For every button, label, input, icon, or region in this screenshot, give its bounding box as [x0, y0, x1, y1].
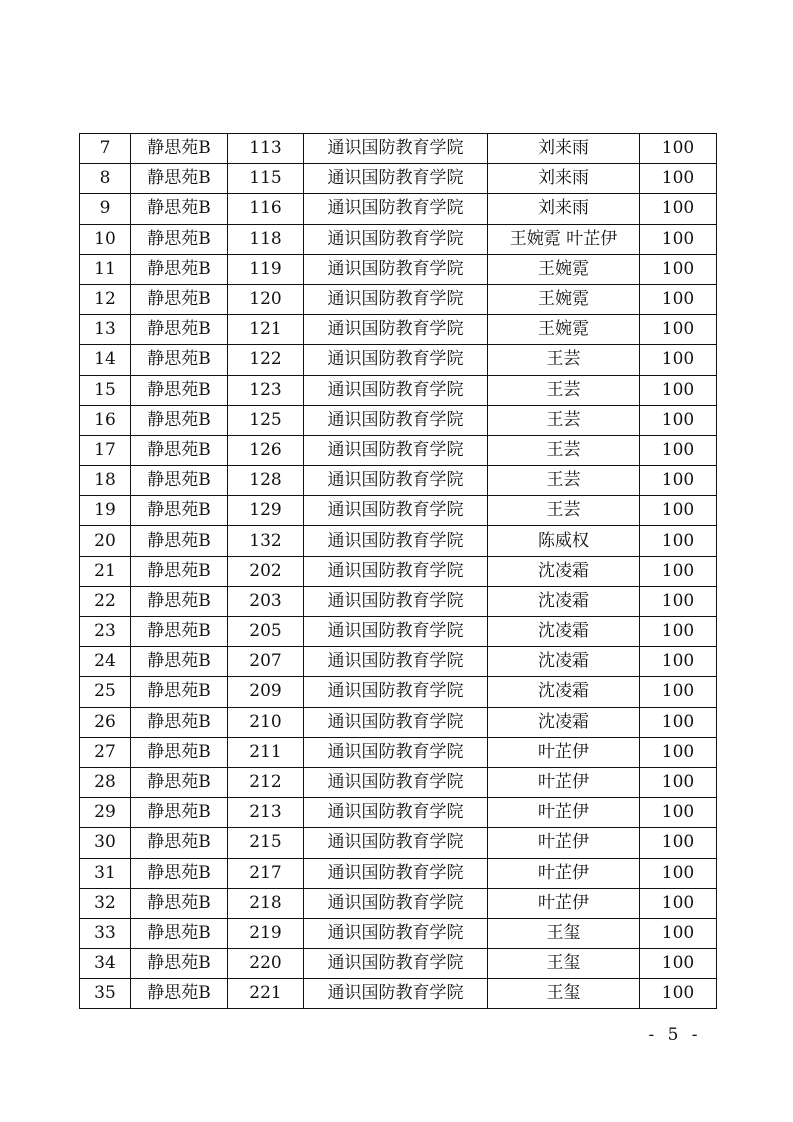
cell-college: 通识国防教育学院: [304, 798, 488, 828]
cell-building: 静思苑B: [131, 617, 228, 647]
cell-college: 通识国防教育学院: [304, 858, 488, 888]
cell-index: 17: [80, 435, 131, 465]
cell-building: 静思苑B: [131, 949, 228, 979]
cell-score: 100: [640, 375, 717, 405]
cell-inspector: 王婉霓: [488, 284, 640, 314]
cell-college: 通识国防教育学院: [304, 224, 488, 254]
cell-inspector: 王婉霓 叶芷伊: [488, 224, 640, 254]
cell-score: 100: [640, 798, 717, 828]
cell-index: 8: [80, 164, 131, 194]
cell-room: 217: [228, 858, 304, 888]
cell-building: 静思苑B: [131, 979, 228, 1009]
cell-building: 静思苑B: [131, 556, 228, 586]
cell-college: 通识国防教育学院: [304, 496, 488, 526]
table-row: [80, 164, 717, 194]
cell-index: 26: [80, 707, 131, 737]
cell-score: 100: [640, 315, 717, 345]
cell-score: 100: [640, 466, 717, 496]
cell-index: 16: [80, 405, 131, 435]
cell-room: 126: [228, 435, 304, 465]
cell-building: 静思苑B: [131, 767, 228, 797]
cell-building: 静思苑B: [131, 888, 228, 918]
table-row: [80, 315, 717, 345]
cell-room: 209: [228, 677, 304, 707]
cell-room: 115: [228, 164, 304, 194]
cell-score: 100: [640, 979, 717, 1009]
cell-score: 100: [640, 767, 717, 797]
cell-college: 通识国防教育学院: [304, 556, 488, 586]
cell-score: 100: [640, 224, 717, 254]
table-row: [80, 979, 717, 1009]
cell-room: 220: [228, 949, 304, 979]
cell-room: 120: [228, 284, 304, 314]
cell-room: 119: [228, 254, 304, 284]
cell-college: 通识国防教育学院: [304, 677, 488, 707]
cell-inspector: 王芸: [488, 405, 640, 435]
cell-index: 31: [80, 858, 131, 888]
cell-college: 通识国防教育学院: [304, 405, 488, 435]
cell-college: 通识国防教育学院: [304, 737, 488, 767]
cell-room: 203: [228, 586, 304, 616]
cell-building: 静思苑B: [131, 586, 228, 616]
cell-room: 212: [228, 767, 304, 797]
cell-room: 125: [228, 405, 304, 435]
cell-college: 通识国防教育学院: [304, 767, 488, 797]
cell-inspector: 王婉霓: [488, 254, 640, 284]
table-row: [80, 798, 717, 828]
cell-inspector: 沈凌霜: [488, 617, 640, 647]
table-row: [80, 134, 717, 164]
table-row: [80, 647, 717, 677]
cell-college: 通识国防教育学院: [304, 979, 488, 1009]
cell-inspector: 刘来雨: [488, 164, 640, 194]
cell-room: 118: [228, 224, 304, 254]
cell-inspector: 叶芷伊: [488, 828, 640, 858]
cell-college: 通识国防教育学院: [304, 164, 488, 194]
cell-room: 213: [228, 798, 304, 828]
table-row: [80, 677, 717, 707]
cell-building: 静思苑B: [131, 677, 228, 707]
cell-building: 静思苑B: [131, 254, 228, 284]
cell-score: 100: [640, 888, 717, 918]
table-row: [80, 224, 717, 254]
cell-room: 202: [228, 556, 304, 586]
cell-score: 100: [640, 194, 717, 224]
cell-index: 22: [80, 586, 131, 616]
cell-inspector: 叶芷伊: [488, 858, 640, 888]
cell-index: 18: [80, 466, 131, 496]
table-row: [80, 254, 717, 284]
cell-inspector: 沈凌霜: [488, 647, 640, 677]
cell-college: 通识国防教育学院: [304, 315, 488, 345]
cell-inspector: 王芸: [488, 345, 640, 375]
cell-building: 静思苑B: [131, 496, 228, 526]
cell-building: 静思苑B: [131, 828, 228, 858]
cell-inspector: 王芸: [488, 375, 640, 405]
table-row: [80, 707, 717, 737]
table-row: [80, 375, 717, 405]
cell-room: 123: [228, 375, 304, 405]
table-row: [80, 737, 717, 767]
table-row: [80, 526, 717, 556]
cell-room: 221: [228, 979, 304, 1009]
cell-building: 静思苑B: [131, 194, 228, 224]
cell-index: 32: [80, 888, 131, 918]
cell-index: 24: [80, 647, 131, 677]
cell-score: 100: [640, 828, 717, 858]
cell-building: 静思苑B: [131, 466, 228, 496]
cell-score: 100: [640, 556, 717, 586]
cell-building: 静思苑B: [131, 315, 228, 345]
cell-college: 通识国防教育学院: [304, 828, 488, 858]
cell-building: 静思苑B: [131, 375, 228, 405]
cell-building: 静思苑B: [131, 164, 228, 194]
cell-college: 通识国防教育学院: [304, 375, 488, 405]
cell-score: 100: [640, 134, 717, 164]
cell-room: 132: [228, 526, 304, 556]
cell-index: 19: [80, 496, 131, 526]
cell-college: 通识国防教育学院: [304, 888, 488, 918]
cell-score: 100: [640, 677, 717, 707]
cell-score: 100: [640, 435, 717, 465]
cell-index: 25: [80, 677, 131, 707]
cell-index: 23: [80, 617, 131, 647]
cell-building: 静思苑B: [131, 918, 228, 948]
cell-building: 静思苑B: [131, 345, 228, 375]
cell-building: 静思苑B: [131, 858, 228, 888]
cell-score: 100: [640, 526, 717, 556]
cell-inspector: 刘来雨: [488, 194, 640, 224]
cell-building: 静思苑B: [131, 284, 228, 314]
cell-college: 通识国防教育学院: [304, 949, 488, 979]
cell-building: 静思苑B: [131, 737, 228, 767]
cell-score: 100: [640, 586, 717, 616]
table-row: [80, 858, 717, 888]
table-row: [80, 556, 717, 586]
cell-score: 100: [640, 949, 717, 979]
cell-inspector: 叶芷伊: [488, 888, 640, 918]
table-row: [80, 345, 717, 375]
cell-score: 100: [640, 496, 717, 526]
cell-college: 通识国防教育学院: [304, 254, 488, 284]
cell-inspector: 沈凌霜: [488, 677, 640, 707]
cell-inspector: 沈凌霜: [488, 556, 640, 586]
table-row: [80, 194, 717, 224]
cell-room: 122: [228, 345, 304, 375]
cell-index: 15: [80, 375, 131, 405]
cell-college: 通识国防教育学院: [304, 647, 488, 677]
cell-inspector: 王玺: [488, 949, 640, 979]
cell-index: 27: [80, 737, 131, 767]
table-row: [80, 767, 717, 797]
cell-college: 通识国防教育学院: [304, 345, 488, 375]
cell-score: 100: [640, 647, 717, 677]
table-row: [80, 586, 717, 616]
dormitory-score-table: [79, 133, 717, 1009]
cell-index: 14: [80, 345, 131, 375]
cell-building: 静思苑B: [131, 798, 228, 828]
cell-index: 29: [80, 798, 131, 828]
cell-room: 121: [228, 315, 304, 345]
cell-room: 210: [228, 707, 304, 737]
cell-room: 219: [228, 918, 304, 948]
table-row: [80, 617, 717, 647]
cell-college: 通识国防教育学院: [304, 918, 488, 948]
cell-inspector: 王玺: [488, 979, 640, 1009]
table-row: [80, 918, 717, 948]
table-row: [80, 949, 717, 979]
cell-score: 100: [640, 254, 717, 284]
cell-room: 116: [228, 194, 304, 224]
cell-building: 静思苑B: [131, 526, 228, 556]
cell-index: 33: [80, 918, 131, 948]
cell-index: 28: [80, 767, 131, 797]
cell-room: 215: [228, 828, 304, 858]
cell-index: 10: [80, 224, 131, 254]
cell-room: 207: [228, 647, 304, 677]
cell-inspector: 刘来雨: [488, 134, 640, 164]
cell-building: 静思苑B: [131, 435, 228, 465]
cell-college: 通识国防教育学院: [304, 134, 488, 164]
cell-room: 211: [228, 737, 304, 767]
cell-index: 9: [80, 194, 131, 224]
cell-college: 通识国防教育学院: [304, 466, 488, 496]
cell-inspector: 王玺: [488, 918, 640, 948]
table-body: [80, 134, 717, 1009]
table-row: [80, 496, 717, 526]
cell-inspector: 陈威权: [488, 526, 640, 556]
cell-inspector: 叶芷伊: [488, 767, 640, 797]
cell-building: 静思苑B: [131, 224, 228, 254]
cell-college: 通识国防教育学院: [304, 586, 488, 616]
cell-inspector: 王婉霓: [488, 315, 640, 345]
cell-index: 11: [80, 254, 131, 284]
cell-room: 205: [228, 617, 304, 647]
cell-index: 30: [80, 828, 131, 858]
cell-inspector: 沈凌霜: [488, 707, 640, 737]
cell-building: 静思苑B: [131, 647, 228, 677]
cell-score: 100: [640, 405, 717, 435]
cell-inspector: 沈凌霜: [488, 586, 640, 616]
cell-inspector: 叶芷伊: [488, 798, 640, 828]
page-number: - 5 -: [648, 1025, 702, 1045]
cell-score: 100: [640, 284, 717, 314]
cell-inspector: 叶芷伊: [488, 737, 640, 767]
cell-index: 21: [80, 556, 131, 586]
table-row: [80, 435, 717, 465]
cell-room: 129: [228, 496, 304, 526]
table-row: [80, 888, 717, 918]
cell-score: 100: [640, 164, 717, 194]
table-row: [80, 466, 717, 496]
cell-building: 静思苑B: [131, 405, 228, 435]
cell-room: 128: [228, 466, 304, 496]
cell-college: 通识国防教育学院: [304, 526, 488, 556]
cell-index: 35: [80, 979, 131, 1009]
cell-score: 100: [640, 345, 717, 375]
cell-score: 100: [640, 707, 717, 737]
cell-index: 34: [80, 949, 131, 979]
cell-index: 20: [80, 526, 131, 556]
cell-score: 100: [640, 737, 717, 767]
cell-college: 通识国防教育学院: [304, 707, 488, 737]
table-row: [80, 405, 717, 435]
table-row: [80, 284, 717, 314]
cell-building: 静思苑B: [131, 707, 228, 737]
cell-inspector: 王芸: [488, 466, 640, 496]
cell-index: 12: [80, 284, 131, 314]
cell-score: 100: [640, 617, 717, 647]
cell-score: 100: [640, 918, 717, 948]
table-row: [80, 828, 717, 858]
cell-college: 通识国防教育学院: [304, 435, 488, 465]
cell-college: 通识国防教育学院: [304, 617, 488, 647]
cell-building: 静思苑B: [131, 134, 228, 164]
cell-score: 100: [640, 858, 717, 888]
cell-inspector: 王芸: [488, 496, 640, 526]
cell-index: 7: [80, 134, 131, 164]
cell-index: 13: [80, 315, 131, 345]
cell-room: 113: [228, 134, 304, 164]
cell-inspector: 王芸: [488, 435, 640, 465]
cell-room: 218: [228, 888, 304, 918]
cell-college: 通识国防教育学院: [304, 194, 488, 224]
cell-college: 通识国防教育学院: [304, 284, 488, 314]
